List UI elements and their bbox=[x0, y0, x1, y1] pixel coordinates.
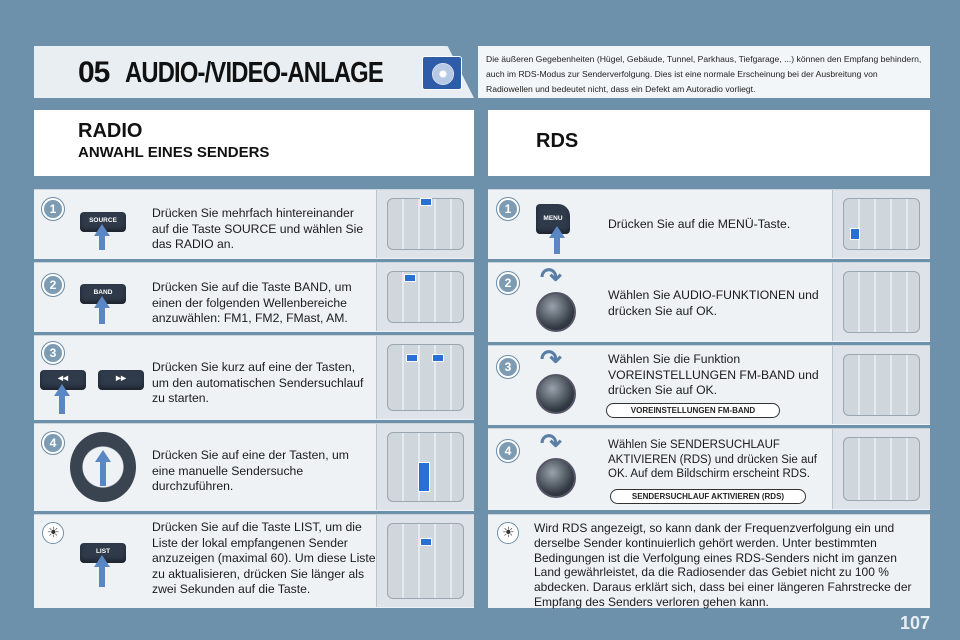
highlight-marker bbox=[406, 354, 418, 362]
press-arrow-icon bbox=[94, 224, 110, 236]
press-arrow-icon bbox=[94, 555, 110, 567]
step-text: Drücken Sie auf eine der Tasten, um eine manuelle Sendersuche durchzuführen. bbox=[152, 448, 349, 493]
press-arrow-icon bbox=[95, 450, 111, 462]
step-number: 2 bbox=[497, 272, 519, 294]
step-text: Drücken Sie auf die MENÜ-Taste. bbox=[608, 217, 791, 231]
radio-panel-image bbox=[832, 190, 930, 258]
tip-icon bbox=[42, 522, 64, 544]
rotate-arrow-icon: ↷ bbox=[540, 262, 562, 292]
highlight-marker bbox=[404, 274, 416, 282]
radio-panel-image bbox=[376, 263, 474, 331]
step-text: Wählen Sie SENDERSUCHLAUF AKTIVIEREN (RDS) und drücken Sie auf OK. Auf dem Bildschirm erscheint RDS. bbox=[608, 439, 817, 480]
highlight-marker bbox=[418, 462, 430, 492]
press-arrow-icon bbox=[549, 226, 565, 238]
tip-text: Drücken Sie auf die Taste LIST, um die Liste der lokal empfangenen Sender anzuzeigen (maximal 60). Um diese Liste zu aktualisieren, drücken Sie länger als zwei Sekunden auf die Taste. bbox=[152, 520, 376, 596]
radio-title: RADIO bbox=[78, 120, 143, 142]
rotate-arrow-icon: ↷ bbox=[540, 428, 562, 458]
step-number: 3 bbox=[497, 356, 519, 378]
step-text: Wählen Sie die Funktion VOREINSTELLUNGEN FM-BAND und drücken Sie auf OK. bbox=[608, 352, 819, 397]
step-text: Drücken Sie mehrfach hintereinander auf die Taste SOURCE und wählen Sie das RADIO an. bbox=[152, 206, 364, 251]
seek-back-button[interactable]: ◀◀ bbox=[40, 370, 86, 390]
screen-label: VOREINSTELLUNGEN FM-BAND bbox=[606, 403, 780, 418]
step-number: 3 bbox=[42, 342, 64, 364]
source-button[interactable]: SOURCE bbox=[80, 212, 126, 232]
radio-panel-image bbox=[832, 346, 930, 424]
ok-knob-icon[interactable] bbox=[536, 458, 576, 498]
highlight-marker bbox=[432, 354, 444, 362]
screen-label: SENDERSUCHLAUF AKTIVIEREN (RDS) bbox=[610, 489, 806, 504]
band-button[interactable]: BAND bbox=[80, 284, 126, 304]
highlight-marker bbox=[850, 228, 860, 240]
step-number: 4 bbox=[497, 440, 519, 462]
highlight-marker bbox=[420, 198, 432, 206]
tip-icon bbox=[497, 522, 519, 544]
highlight-marker bbox=[420, 538, 432, 546]
step-text: Wählen Sie AUDIO-FUNKTIONEN und drücken Sie auf OK. bbox=[608, 288, 819, 318]
press-arrow-icon bbox=[94, 296, 110, 308]
press-arrow-icon bbox=[54, 384, 70, 396]
radio-panel-image bbox=[376, 515, 474, 607]
step-text: Drücken Sie kurz auf eine der Tasten, um den automatischen Sendersuchlauf zu starten. bbox=[152, 360, 364, 405]
step-text: Drücken Sie auf die Taste BAND, um einen der folgenden Wellenbereiche anzuwählen: FM1, FM2, FMast, AM. bbox=[152, 280, 352, 325]
reception-note: Die äußeren Gegebenheiten (Hügel, Gebäude, Tunnel, Parkhaus, Tiefgarage, ...) können den Empfang behindern, auch im RDS-Modus zur Senderverfolgung. Dies ist eine normale Erscheinung bei der Ausbreitung von Radiowellen und bedeutet nicht, dass ein Defekt am Autoradio vorliegt. bbox=[478, 46, 930, 98]
ok-knob-icon[interactable] bbox=[536, 374, 576, 414]
ok-knob-icon[interactable] bbox=[536, 292, 576, 332]
seek-forward-button[interactable]: ▶▶ bbox=[98, 370, 144, 390]
rotate-arrow-icon: ↷ bbox=[540, 344, 562, 374]
step-number: 2 bbox=[42, 274, 64, 296]
page-number: 107 bbox=[899, 613, 930, 633]
radio-panel-image bbox=[832, 263, 930, 341]
radio-panel-image bbox=[832, 429, 930, 509]
radio-panel-image bbox=[376, 336, 474, 419]
menu-button[interactable]: MENU bbox=[536, 204, 570, 234]
cd-icon bbox=[422, 56, 462, 90]
rds-title: RDS bbox=[536, 130, 579, 152]
step-number: 1 bbox=[42, 198, 64, 220]
tip-text: Wird RDS angezeigt, so kann dank der Frequenzverfolgung ein und derselbe Sender kontinuierlich gehört werden. Unter bestimmten Bedingungen ist die Verfolgung eines RDS-Senders nicht im ganzen Land gewährleistet, da die Radiosender das Gebiet nicht zu 100 % abdecken. Daraus erklärt sich, dass bei einer längeren Fahrstrecke der Empfang des Senders verloren gehen kann. bbox=[534, 521, 912, 609]
press-arrow-shaft bbox=[100, 460, 106, 486]
list-button[interactable]: LIST bbox=[80, 543, 126, 563]
chapter-number: 05 bbox=[78, 56, 110, 89]
step-number: 4 bbox=[42, 432, 64, 454]
step-number: 1 bbox=[497, 198, 519, 220]
chapter-title: AUDIO-/VIDEO-ANLAGE bbox=[125, 57, 383, 89]
radio-subtitle: ANWAHL EINES SENDERS bbox=[78, 144, 270, 161]
